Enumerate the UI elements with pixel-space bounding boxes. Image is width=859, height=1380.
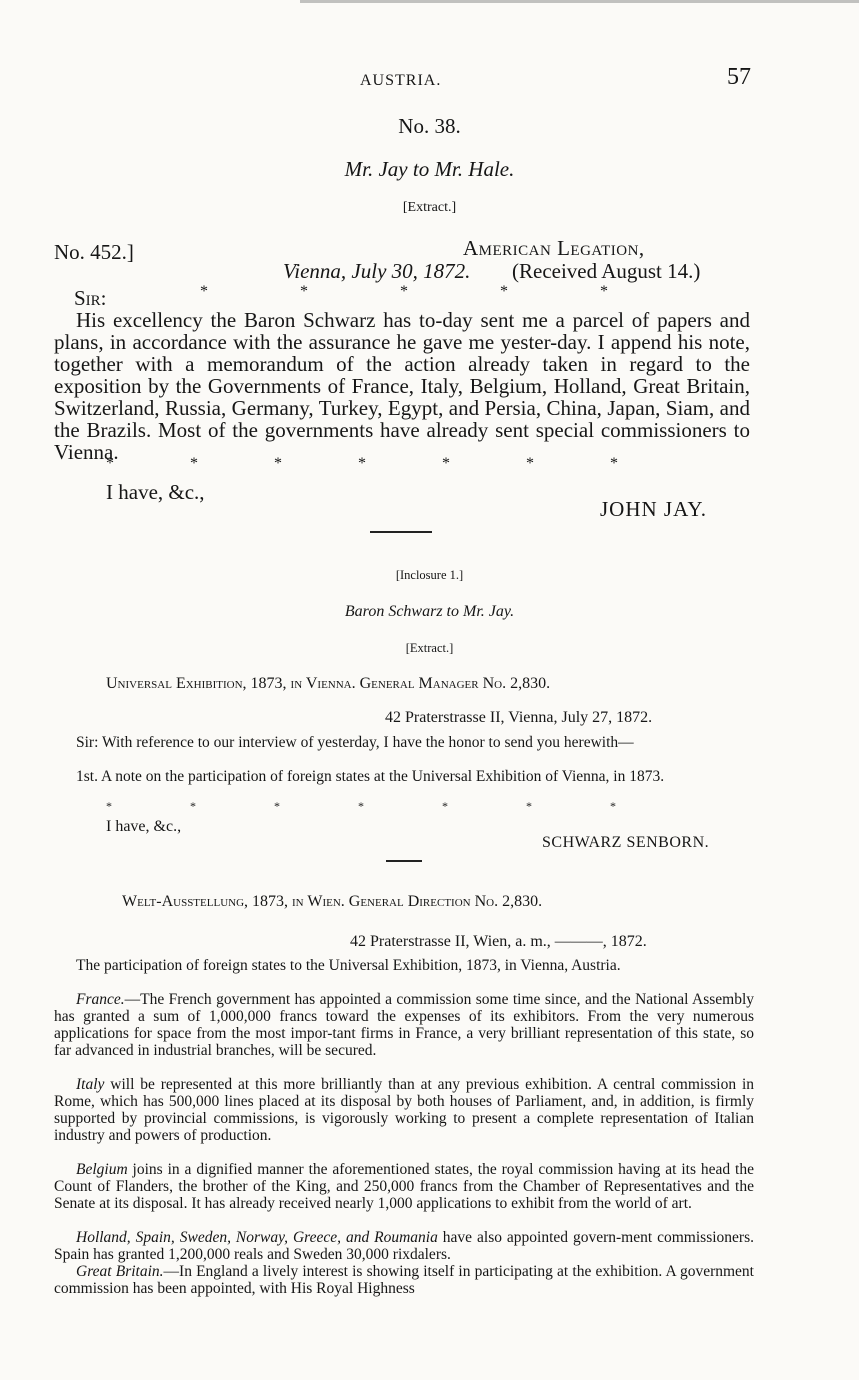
memo-paragraph-great-britain [54, 1263, 754, 1297]
memo-address: 42 Praterstrasse II, Wien, a. m., ———, 1872. [350, 933, 647, 950]
ellipsis-stars: * * * * * [200, 283, 608, 300]
ellipsis-stars: * * * * * * * [106, 799, 616, 813]
legation-name: American Legation, [463, 236, 645, 260]
inclosure-closing: I have, &c., [106, 818, 182, 835]
inclosure-body: Sir: With reference to our interview of yesterday, I have the honor to send you herewith— [76, 734, 634, 751]
country-label: Great Britain. [76, 1263, 164, 1280]
country-label: Belgium [76, 1161, 128, 1178]
memo-paragraph-italy [54, 1076, 754, 1144]
memo-paragraph-belgium [54, 1161, 754, 1212]
salutation: Sir: [74, 286, 107, 310]
country-label: Holland, Spain, Sweden, Norway, Greece, and Roumania [76, 1229, 438, 1246]
dispatch-place-date: Vienna, July 30, 1872. [283, 259, 471, 283]
inclosure-title: Baron Schwarz to Mr. Jay. [344, 603, 515, 620]
country-text: have also appointed govern-ment commissioners. Spain has granted 1,200,000 reals and Sweden 30,000 rixdalers. [54, 1229, 754, 1263]
letter-body: His excellency the Baron Schwarz has to-day sent me a parcel of papers and plans, in accordance with the assurance he gave me yester-day. I append his note, together with a memorandum of the action already taken in regard to the exposition by the Governments of France, Italy, Belgium, Holland, Great Britain, Switzerland, Russia, Germany, Turkey, Egypt, and Persia, China, Japan, Siam, and the Brazils. Most of the governments have already sent special commissioners to Vienna. [54, 308, 750, 464]
running-title: AUSTRIA. [360, 72, 442, 89]
country-text: —In England a lively interest is showing itself in participating at the exhibition. A government commission has been appointed, with His Royal Highness [54, 1263, 754, 1297]
document-title: Mr. Jay to Mr. Hale. [344, 157, 515, 181]
memo-intro: The participation of foreign states to the Universal Exhibition, 1873, in Vienna, Austria. [76, 957, 621, 974]
dispatch-ref-number: No. 452.] [54, 240, 134, 264]
signature: JOHN JAY. [600, 497, 708, 521]
ellipsis-stars: * * * * * * * [106, 455, 618, 472]
memo-paragraph-france [54, 991, 754, 1059]
inclosure-body-item: 1st. A note on the participation of foreign states at the Universal Exhibition of Vienna, in 1873. [76, 768, 665, 785]
extract-label: [Extract.] [402, 200, 457, 215]
memo-paragraph-others [54, 1229, 754, 1263]
inclosure-extract-label: [Extract.] [405, 641, 454, 655]
closing: I have, &c., [106, 480, 205, 504]
page-number: 57 [727, 64, 751, 90]
received-date: (Received August 14.) [512, 259, 701, 283]
section-divider [386, 860, 422, 862]
country-text: joins in a dignified manner the aforementioned states, the royal commission having at its head the Count of Flanders, the brother of the King, and 250,000 francs from the Chamber of Representatives and the Senate at its disposal. It has already received nearly 1,000 applications to exhibit from the world of art. [54, 1161, 754, 1212]
inclosure-signature: SCHWARZ SENBORN. [542, 834, 710, 851]
memo-heading: Welt-Ausstellung, 1873, in Wien. General Direction No. 2,830. [122, 893, 543, 910]
inclosure-address: 42 Praterstrasse II, Vienna, July 27, 1872. [385, 709, 653, 726]
section-divider [370, 531, 432, 533]
country-text: will be represented at this more brilliantly than at any previous exhibition. A central commission in Rome, which has 500,000 lines placed at its disposal by both houses of Parliament, and, in addition, is firmly supported by provincial commissions, is vigorously working to present a complete representation of Italian industry and powers of production. [54, 1076, 754, 1144]
inclosure-label: [Inclosure 1.] [395, 568, 464, 582]
country-label: Italy [76, 1076, 105, 1093]
exhibition-heading: Universal Exhibition, 1873, in Vienna. General Manager No. 2,830. [106, 675, 551, 692]
country-text: —The French government has appointed a commission some time since, and the National Assembly has granted a sum of 1,000,000 francs toward the expenses of its exhibitors. From the very numerous applications for space from the most impor-tant firms in France, a very brilliant representation of this state, so far advanced in industrial branches, will be secured. [54, 991, 754, 1059]
document-number: No. 38. [398, 114, 461, 138]
top-page-edge [300, 0, 859, 3]
country-label: France. [76, 991, 125, 1008]
